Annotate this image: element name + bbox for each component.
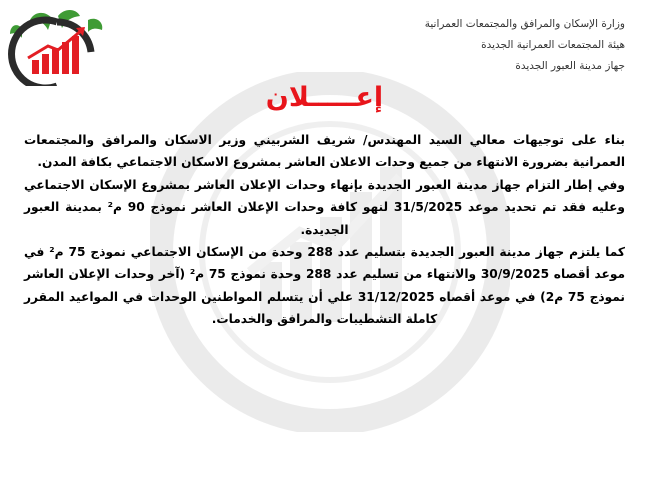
announcement-title: إعـــــلان bbox=[265, 82, 384, 113]
city-logo-icon bbox=[8, 8, 106, 86]
paragraph-directives: بناء على توجيهات معالي السيد المهندس/ شريف الشربيني وزير الاسكان والمرافق والمجتمعات العمرانية بضرورة الانتهاء من جميع وحدات الاعلان العاشر بمشروع الاسكان الاجتماعي بكافة المدن. bbox=[24, 133, 625, 170]
announcement-body bbox=[24, 129, 625, 331]
ministry-header bbox=[425, 14, 625, 77]
header-authority-name: هيئة المجتمعات العمرانية الجديدة bbox=[481, 39, 625, 51]
paragraph-deadline-90: وفي إطار التزام جهاز مدينة العبور الجديدة بإنهاء وحدات الإعلان العاشر بمشروع الإسكان الاجتماعي وعليه فقد تم تحديد موعد 31/5/2025 لنهو كافة وحدات الإعلان العاشر نموذج 90 م² بمدينة العبور الجديدة. bbox=[24, 177, 625, 237]
header-ministry-name: وزارة الإسكان والمرافق والمجتمعات العمرانية bbox=[424, 18, 625, 30]
paragraph-delivery-75: كما يلتزم جهاز مدينة العبور الجديدة بتسليم عدد 288 وحدة من الإسكان الاجتماعي نموذج 75 م² في موعد أقصاه 30/9/2025 والانتهاء من تسليم عدد 288 وحدة نموذج 75 م² (آخر وحدات الإعلان العاشر نموذج 75 م2) في موعد أقصاه 31/12/2025 علي أن يتسلم المواطنين الوحدات في المواعيد المقرر كاملة التشطيبات والمرافق والخدمات. bbox=[24, 245, 626, 327]
header-city-authority-name: جهاز مدينة العبور الجديدة bbox=[515, 60, 625, 72]
